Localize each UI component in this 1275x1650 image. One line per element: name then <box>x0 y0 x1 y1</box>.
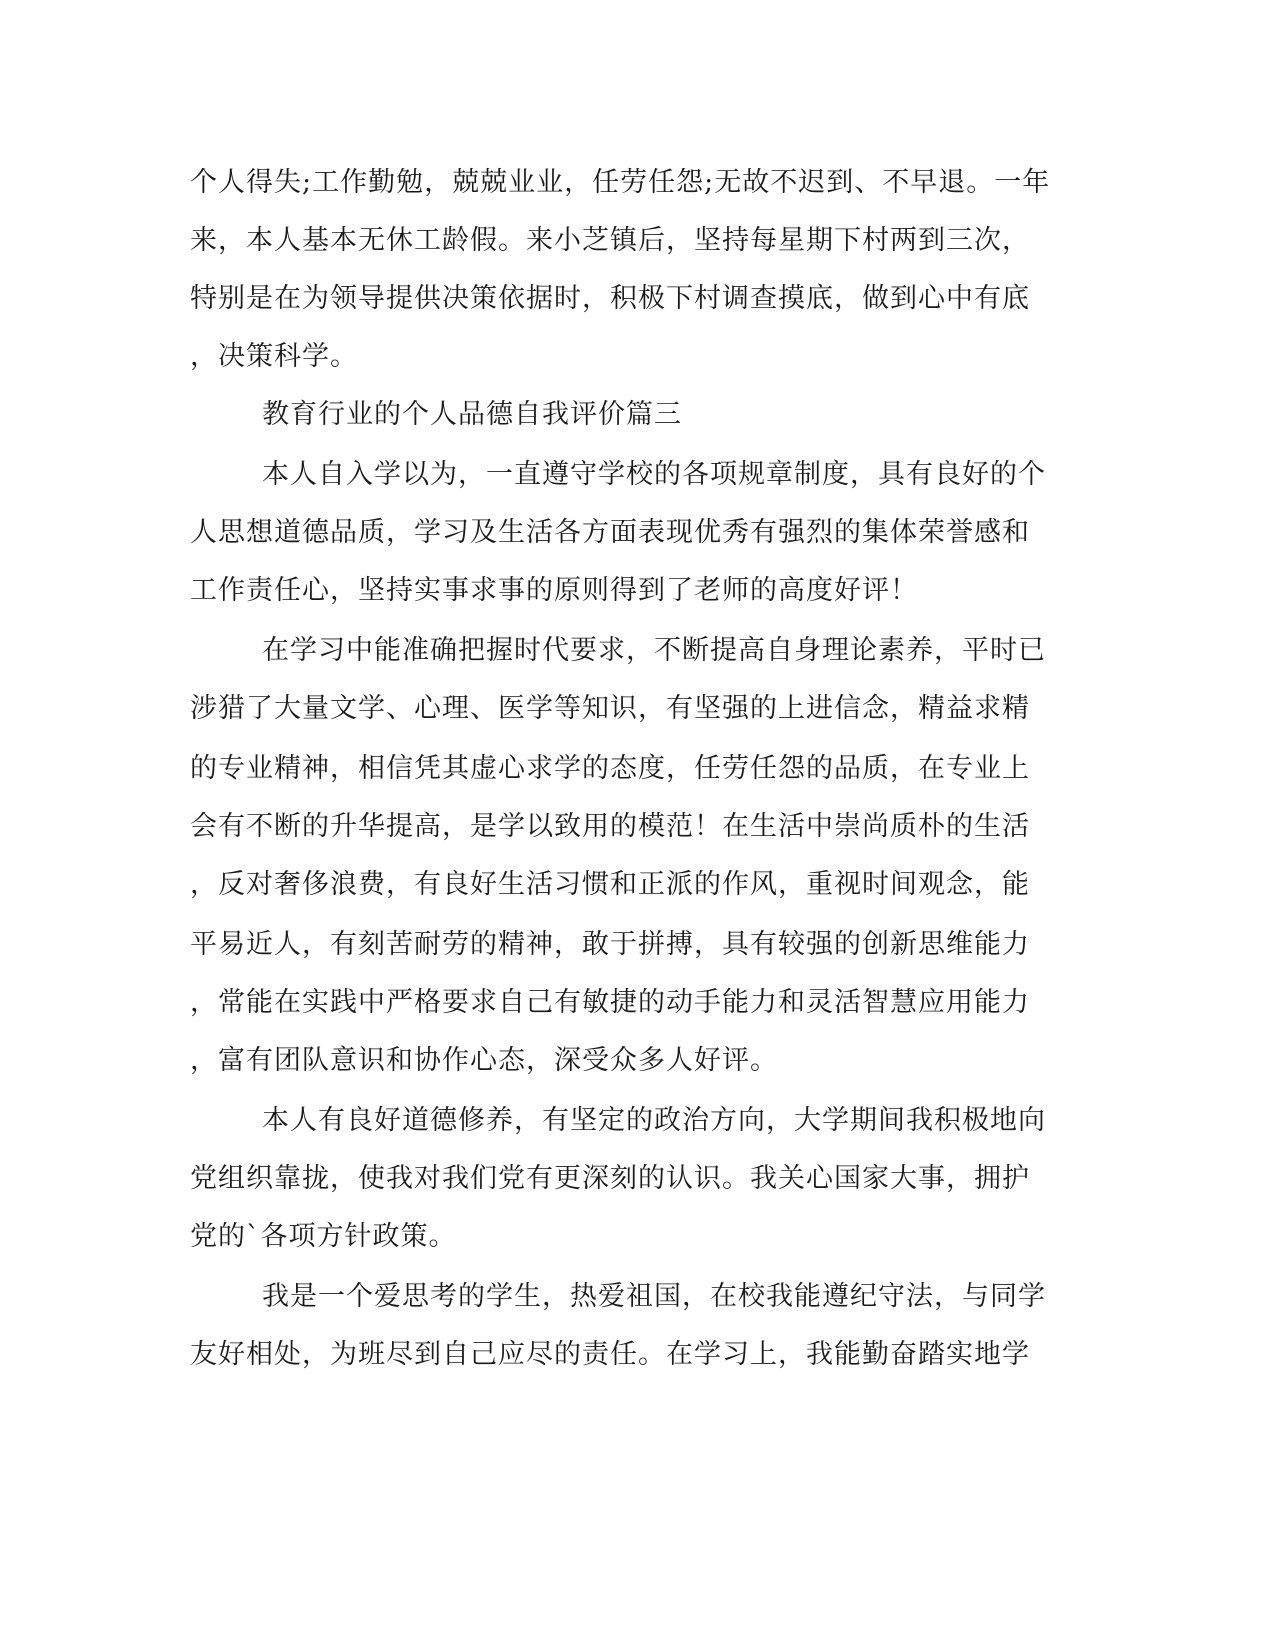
text-line: 本人自入学以为，一直遵守学校的各项规章制度，具有良好的个 <box>262 459 1046 490</box>
text-line: 的专业精神，相信凭其虚心求学的态度，任劳任怨的品质，在专业上 <box>190 753 1030 784</box>
text-line: ，决策科学。 <box>190 341 358 372</box>
text-line: 我是一个爱思考的学生，热爱祖国，在校我能遵纪守法，与同学 <box>262 1281 1046 1312</box>
text-line: 平易近人，有刻苦耐劳的精神，敢于拼搏，具有较强的创新思维能力 <box>190 929 1030 960</box>
text-line: 来，本人基本无休工龄假。来小芝镇后，坚持每星期下村两到三次， <box>190 225 1030 256</box>
text-line: 党的`各项方针政策。 <box>190 1221 457 1252</box>
text-line: 人思想道德品质，学习及生活各方面表现优秀有强烈的集体荣誉感和 <box>190 517 1030 548</box>
text-line: 个人得失;工作勤勉，兢兢业业，任劳任怨;无故不迟到、不早退。一年 <box>190 167 1051 198</box>
text-line: ，常能在实践中严格要求自己有敏捷的动手能力和灵活智慧应用能力 <box>190 987 1030 1018</box>
text-line: ，反对奢侈浪费，有良好生活习惯和正派的作风，重视时间观念，能 <box>190 869 1030 900</box>
text-line: 党组织靠拢，使我对我们党有更深刻的认识。我关心国家大事，拥护 <box>190 1163 1030 1194</box>
section-heading: 教育行业的个人品德自我评价篇三 <box>262 399 682 430</box>
text-line: 特别是在为领导提供决策依据时，积极下村调查摸底，做到心中有底 <box>190 283 1030 314</box>
text-line: 在学习中能准确把握时代要求，不断提高自身理论素养，平时已 <box>262 635 1046 666</box>
text-line: 本人有良好道德修养，有坚定的政治方向，大学期间我积极地向 <box>262 1105 1046 1136</box>
text-line: 涉猎了大量文学、心理、医学等知识，有坚强的上进信念，精益求精 <box>190 693 1030 724</box>
text-line: ，富有团队意识和协作心态，深受众多人好评。 <box>190 1045 778 1076</box>
text-line: 会有不断的升华提高，是学以致用的模范！在生活中崇尚质朴的生活 <box>190 811 1030 842</box>
text-line: 工作责任心，坚持实事求事的原则得到了老师的高度好评！ <box>190 575 918 606</box>
text-line: 友好相处，为班尽到自己应尽的责任。在学习上，我能勤奋踏实地学 <box>190 1339 1030 1370</box>
